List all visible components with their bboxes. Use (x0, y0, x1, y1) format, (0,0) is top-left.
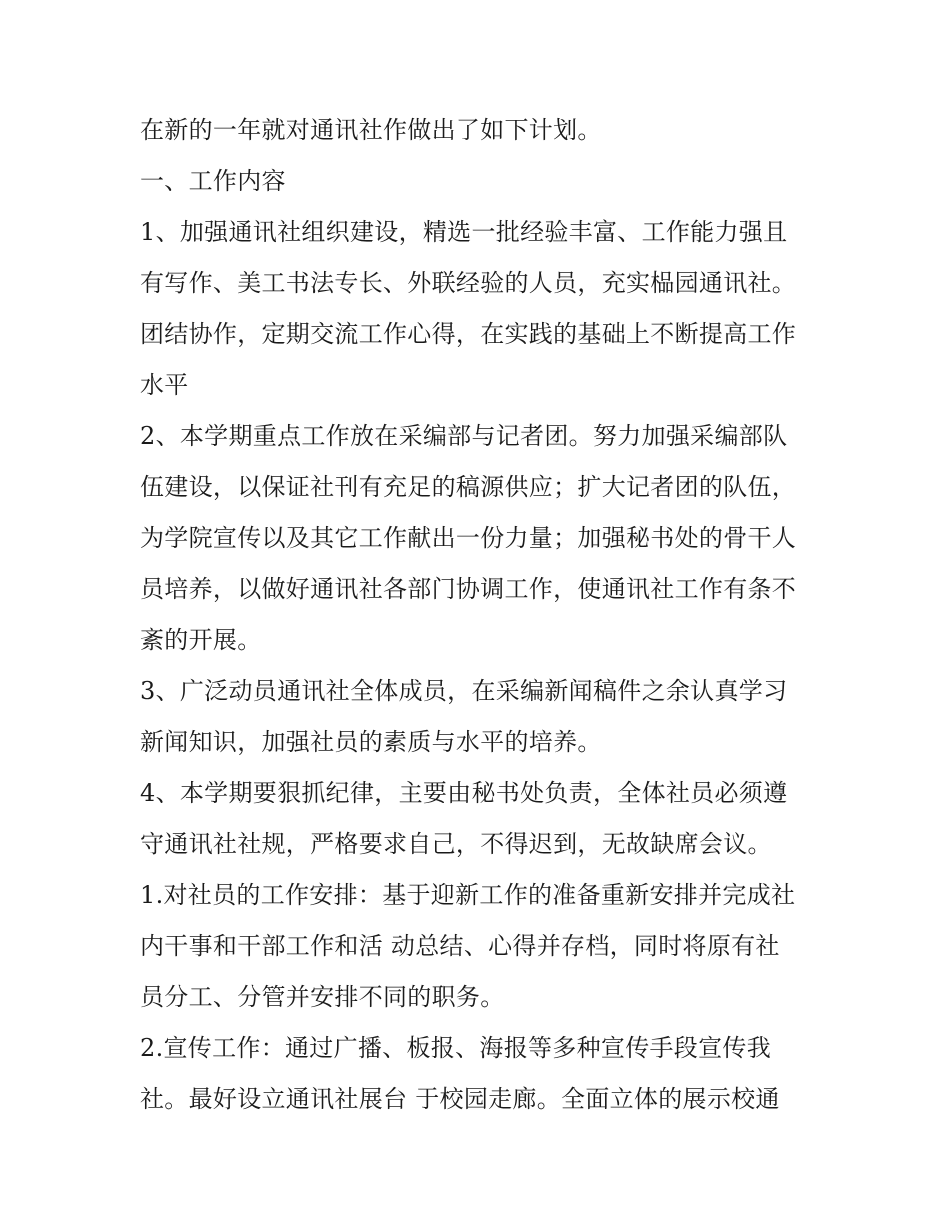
text-line: 3、广泛动员通讯社全体成员，在采编新闻稿件之余认真学习 (140, 677, 788, 705)
text-line: 2.宣传工作：通过广播、板报、海报等多种宣传手段宣传我 (140, 1034, 771, 1062)
text-line: 员培养，以做好通讯社各部门协调工作，使通讯社工作有条不 (140, 575, 797, 603)
text-line: 2、本学期重点工作放在采编部与记者团。努力加强采编部队 (140, 422, 788, 450)
text-line: 新闻知识，加强社员的素质与水平的培养。 (140, 728, 602, 756)
text-line: 团结协作，定期交流工作心得，在实践的基础上不断提高工作 (140, 320, 797, 348)
text-line: 4、本学期要狠抓纪律，主要由秘书处负责，全体社员必须遵 (140, 779, 788, 807)
text-line: 紊的开展。 (140, 626, 262, 654)
text-line: 有写作、美工书法专长、外联经验的人员，充实榀园通讯社。 (140, 269, 797, 297)
text-line: 1、加强通讯社组织建设，精选一批经验丰富、工作能力强且 (140, 218, 788, 246)
document-body (140, 105, 820, 1125)
text-line: 为学院宣传以及其它工作献出一份力量；加强秘书处的骨干人 (140, 524, 797, 552)
section-heading: 一、工作内容 (140, 167, 286, 195)
text-line: 社。最好设立通讯社展台 于校园走廊。全面立体的展示校通 (140, 1085, 780, 1113)
text-line: 在新的一年就对通讯社作做出了如下计划。 (140, 116, 602, 144)
text-line: 守通讯社社规，严格要求自己，不得迟到，无故缺席会议。 (140, 830, 772, 858)
text-line: 员分工、分管并安排不同的职务。 (140, 983, 505, 1011)
text-line: 水平 (140, 371, 189, 399)
text-line: 伍建设，以保证社刊有充足的稿源供应；扩大记者团的队伍， (140, 473, 797, 501)
text-line: 1.对社员的工作安排：基于迎新工作的准备重新安排并完成社 (140, 881, 796, 909)
text-line: 内干事和干部工作和活 动总结、心得并存档，同时将原有社 (140, 932, 780, 960)
